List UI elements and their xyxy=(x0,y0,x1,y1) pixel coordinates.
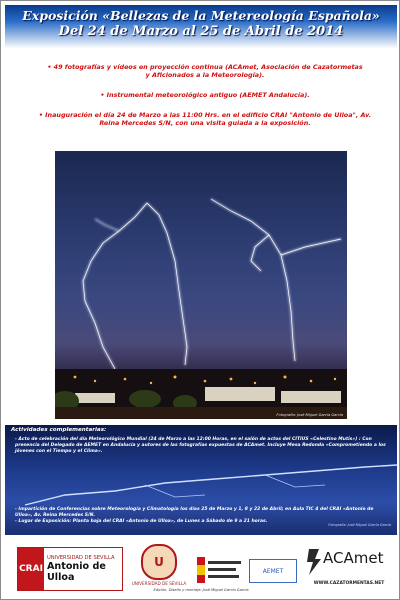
crai-mark: CRAI xyxy=(18,548,44,590)
crai-logo xyxy=(17,547,123,591)
photo-credit: Fotografía: José Miguel García García xyxy=(276,413,343,417)
lightning-photo xyxy=(55,151,347,419)
activities-panel xyxy=(5,425,397,535)
activity-item-2 xyxy=(15,507,391,524)
activities-title: Actividades complementarias: xyxy=(11,427,107,433)
acamet-website: WWW.CAZATORMENTAS.NET xyxy=(313,581,385,586)
activity-item-1: - Acto de celebración del día Meteorológico Mundial (24 de Marzo a las 12:00 Horas, en el salón de actos del CITIUS «Celestino Mutis») : Con presencia del Delegado de AEMET en Andalucía y autores de las fotografías expuestas de ACAmet. Incluye Mesa Redonda «Comprometiendo a los jóvenes con el Tiempo y el Clima». xyxy=(15,437,386,454)
us-seal-icon: U xyxy=(141,544,177,580)
acamet-logo xyxy=(305,545,393,591)
us-name: UNIVERSIDAD DE SEVILLA xyxy=(131,581,187,586)
footer-credit: Edición, Diseño y montaje: José Miguel García García xyxy=(153,588,249,592)
lightning-illustration xyxy=(55,151,347,419)
aemet-logo: AEMET xyxy=(249,559,297,583)
title-line-1: Exposición «Bellezas de la Metereología Española» xyxy=(22,8,380,23)
sponsor-logos xyxy=(5,539,397,595)
acamet-wordmark: ACAmet xyxy=(323,549,384,567)
activity-item-3-text: - Lugar de Exposición: Planta baja del CRAI «Antonio de Ulloa», de Lunes a Sábado de 9 a 21 horas. xyxy=(15,518,268,524)
activity-item-2-text: - Impartición de Conferencias sobre Meteorología y Climatología los días 25 de Marzo y 1, 8 y 22 de Abril; en Aula TIC 4 del CRAI «Antonio de Ulloa», Av. Reina Mercedes S/N. xyxy=(15,507,374,518)
crai-university: UNIVERSIDAD DE SEVILLA xyxy=(47,555,115,561)
bullet-photos: • 49 fotografías y vídeos en proyección continua (ACAmet, Asociación de Cazatormetas y Aficionados a la Meteorología). xyxy=(47,63,363,80)
gobierno-logo-icon xyxy=(197,557,243,583)
crai-name: Antonio de Ulloa xyxy=(47,561,106,583)
header-panel xyxy=(5,5,397,141)
bullet-inauguration: • Inauguración el día 24 de Marzo a las 11:00 Hrs. en el edificio CRAI "Antonio de Ulloa", Av. Reina Mercedes S/N, con una visita guiada a la exposición. xyxy=(38,111,372,128)
activities-credit: Fotografía: José Miguel García García xyxy=(328,523,391,527)
acamet-bolt-icon xyxy=(305,547,323,577)
bullet-instruments: • Instrumental meteorológico antiguo (AEMET Andalucía). xyxy=(100,91,310,99)
title-line-2: Del 24 de Marzo al 25 de Abril de 2014 xyxy=(58,24,344,39)
us-logo xyxy=(131,544,187,590)
